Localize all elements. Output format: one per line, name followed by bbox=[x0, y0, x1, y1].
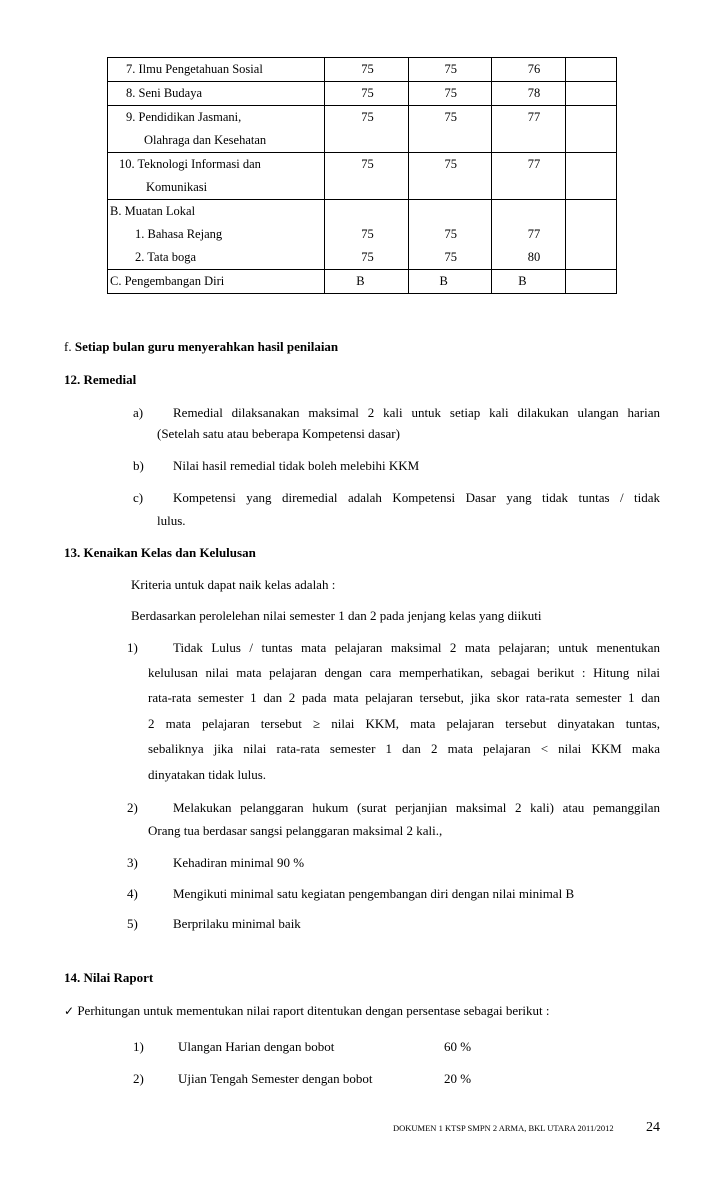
criteria-1-line2: kelulusan nilai mata pelajaran dengan cara memperhatikan, sebagai berikut : Hitung nilai bbox=[148, 665, 660, 680]
page-number: 24 bbox=[646, 1120, 660, 1135]
subject-cell bbox=[108, 82, 325, 106]
score-value: B bbox=[356, 274, 365, 288]
subject-text: 10. Teknologi Informasi dan bbox=[119, 157, 261, 171]
score-value: 75 bbox=[444, 227, 457, 241]
table-row bbox=[108, 223, 617, 246]
subject-cell bbox=[108, 223, 325, 246]
raport-2-label: Ujian Tengah Semester dengan bobot bbox=[178, 1071, 373, 1086]
subject-text: B. Muatan Lokal bbox=[110, 204, 196, 218]
score-value: 75 bbox=[444, 250, 457, 264]
section-f-prefix: f. bbox=[64, 339, 72, 354]
criteria-2-line1: Melakukan pelanggaran hukum (surat perjanjian maksimal 2 kali) atau pemanggilan bbox=[173, 800, 660, 815]
score-value: 75 bbox=[361, 250, 374, 264]
score-cell bbox=[408, 153, 491, 200]
subject-text: 9. Pendidikan Jasmani, bbox=[126, 110, 242, 124]
criteria-1-line3: rata-rata semester 1 dan 2 pada mata pelajaran tersebut, jika skor rata-rata semester 1 dan bbox=[148, 690, 660, 705]
subject-cell bbox=[108, 58, 325, 82]
criteria-1-marker: 1) bbox=[127, 640, 138, 655]
criteria-2-line2: Orang tua berdasar sangsi pelanggaran maksimal 2 kali., bbox=[148, 823, 443, 838]
empty-cell bbox=[566, 106, 617, 153]
score-cell bbox=[325, 58, 408, 82]
subject-text: 1. Bahasa Rejang bbox=[135, 227, 223, 241]
subject-text: Olahraga dan Kesehatan bbox=[144, 133, 267, 147]
score-value: B bbox=[518, 274, 527, 288]
score-value: 75 bbox=[361, 157, 374, 171]
score-cell bbox=[491, 58, 565, 82]
table-row bbox=[108, 270, 617, 294]
score-value: 80 bbox=[527, 250, 541, 264]
check-icon: ✓ bbox=[64, 1004, 75, 1018]
raport-2-value: 20 % bbox=[444, 1071, 472, 1086]
raport-1-marker: 1) bbox=[133, 1039, 144, 1054]
section-12-title: 12. Remedial bbox=[64, 372, 137, 387]
raport-intro bbox=[64, 1003, 550, 1019]
remedial-b-marker: b) bbox=[133, 458, 144, 473]
remedial-b-line1: Nilai hasil remedial tidak boleh melebihi KKM bbox=[173, 458, 420, 473]
criteria-5-line1: Berprilaku minimal baik bbox=[173, 916, 301, 931]
score-cell bbox=[325, 223, 408, 246]
score-value: 77 bbox=[527, 110, 541, 124]
score-value: 75 bbox=[444, 110, 457, 124]
criteria-4-line1: Mengikuti minimal satu kegiatan pengembangan diri dengan nilai minimal B bbox=[173, 886, 575, 901]
score-value: 75 bbox=[361, 62, 374, 76]
score-cell bbox=[408, 58, 491, 82]
score-value bbox=[409, 200, 491, 223]
score-cell bbox=[325, 270, 408, 294]
criteria-1-line5: sebaliknya jika nilai rata-rata semester 1 dan 2 mata pelajaran < nilai KKM maka bbox=[148, 741, 660, 756]
empty-cell bbox=[566, 82, 617, 106]
criteria-3-line1: Kehadiran minimal 90 % bbox=[173, 855, 305, 870]
section-f-text: Setiap bulan guru menyerahkan hasil penilaian bbox=[74, 339, 339, 354]
empty-cell bbox=[566, 58, 617, 82]
raport-1-label: Ulangan Harian dengan bobot bbox=[178, 1039, 335, 1054]
empty-cell bbox=[566, 223, 617, 246]
subject-text: 7. Ilmu Pengetahuan Sosial bbox=[126, 62, 263, 76]
subject-cell bbox=[108, 153, 325, 200]
score-cell bbox=[491, 106, 565, 153]
score-cell bbox=[408, 270, 491, 294]
raport-intro-text: Perhitungan untuk mementukan nilai raport ditentukan dengan persentase sebagai berikut : bbox=[77, 1003, 550, 1018]
score-cell bbox=[325, 153, 408, 200]
subject-text: 2. Tata boga bbox=[135, 250, 197, 264]
subject-cell bbox=[108, 246, 325, 270]
grades-table bbox=[107, 57, 617, 294]
table-row bbox=[108, 58, 617, 82]
score-cell bbox=[491, 153, 565, 200]
remedial-c-line1: Kompetensi yang diremedial adalah Kompetensi Dasar yang tidak tuntas / tidak bbox=[173, 490, 660, 505]
score-value: 76 bbox=[527, 62, 541, 76]
table-row bbox=[108, 246, 617, 270]
score-value: 75 bbox=[361, 86, 374, 100]
remedial-a-line1: Remedial dilaksanakan maksimal 2 kali untuk setiap kali dilakukan ulangan harian bbox=[173, 405, 660, 420]
empty-cell bbox=[566, 246, 617, 270]
criteria-1-line1: Tidak Lulus / tuntas mata pelajaran maksimal 2 mata pelajaran; untuk menentukan bbox=[173, 640, 660, 655]
subject-cell bbox=[108, 270, 325, 294]
remedial-c-line2: lulus. bbox=[157, 513, 186, 528]
score-cell bbox=[491, 223, 565, 246]
criteria-5-marker: 5) bbox=[127, 916, 138, 931]
score-cell bbox=[325, 246, 408, 270]
section-14-title: 14. Nilai Raport bbox=[64, 970, 154, 985]
score-cell bbox=[408, 223, 491, 246]
criteria-1-line6: dinyatakan tidak lulus. bbox=[148, 767, 267, 782]
empty-cell bbox=[566, 200, 617, 224]
score-cell bbox=[408, 82, 491, 106]
score-value: 75 bbox=[444, 62, 457, 76]
table-row bbox=[108, 82, 617, 106]
subject-text: C. Pengembangan Diri bbox=[110, 274, 225, 288]
score-cell bbox=[491, 82, 565, 106]
score-cell bbox=[325, 82, 408, 106]
remedial-c-marker: c) bbox=[133, 490, 144, 505]
remedial-a-line2: (Setelah satu atau beberapa Kompetensi dasar) bbox=[157, 426, 400, 441]
score-value bbox=[325, 200, 407, 223]
table-row bbox=[108, 153, 617, 200]
score-value: 75 bbox=[444, 157, 457, 171]
section-13-title: 13. Kenaikan Kelas dan Kelulusan bbox=[64, 545, 256, 560]
score-value: 75 bbox=[361, 227, 374, 241]
score-cell bbox=[408, 246, 491, 270]
score-value: 77 bbox=[527, 157, 541, 171]
score-cell bbox=[491, 246, 565, 270]
criteria-basis: Berdasarkan perolelehan nilai semester 1 dan 2 pada jenjang kelas yang diikuti bbox=[131, 608, 542, 623]
section-f bbox=[64, 339, 338, 355]
subject-cell bbox=[108, 200, 325, 224]
empty-cell bbox=[566, 153, 617, 200]
subject-text: Komunikasi bbox=[146, 180, 208, 194]
criteria-3-marker: 3) bbox=[127, 855, 138, 870]
score-cell bbox=[325, 106, 408, 153]
score-cell bbox=[325, 200, 408, 224]
score-value: 75 bbox=[444, 86, 457, 100]
score-cell bbox=[491, 270, 565, 294]
criteria-1-line4: 2 mata pelajaran tersebut ≥ nilai KKM, mata pelajaran tersebut dinyatakan tuntas, bbox=[148, 716, 660, 731]
remedial-a-marker: a) bbox=[133, 405, 144, 420]
table-row bbox=[108, 200, 617, 224]
subject-cell bbox=[108, 106, 325, 153]
criteria-2-marker: 2) bbox=[127, 800, 138, 815]
score-value bbox=[492, 200, 565, 223]
criteria-intro: Kriteria untuk dapat naik kelas adalah : bbox=[131, 577, 336, 592]
score-value: 77 bbox=[527, 227, 541, 241]
raport-2-marker: 2) bbox=[133, 1071, 144, 1086]
score-cell bbox=[408, 106, 491, 153]
raport-1-value: 60 % bbox=[444, 1039, 472, 1054]
table-row bbox=[108, 106, 617, 153]
footer-doc: DOKUMEN 1 KTSP SMPN 2 ARMA, BKL UTARA 2011/2012 bbox=[393, 1123, 614, 1133]
score-value: 78 bbox=[527, 86, 541, 100]
subject-text: 8. Seni Budaya bbox=[126, 86, 203, 100]
score-cell bbox=[408, 200, 491, 224]
score-cell bbox=[491, 200, 565, 224]
empty-cell bbox=[566, 270, 617, 294]
criteria-4-marker: 4) bbox=[127, 886, 138, 901]
score-value: 75 bbox=[361, 110, 374, 124]
score-value: B bbox=[439, 274, 448, 288]
